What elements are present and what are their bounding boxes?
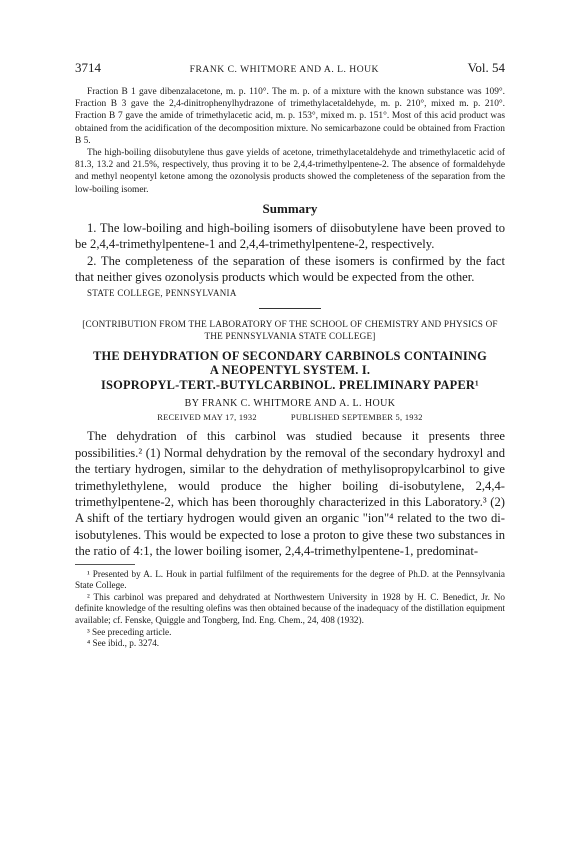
running-head (75, 60, 505, 76)
summary-item: 2. The completeness of the separation of these isomers is confirmed by the fact that neither gives ozonolysis products which would be expected from the other. (75, 253, 505, 285)
dates (75, 413, 505, 422)
section-divider (259, 308, 321, 309)
footnotes (75, 564, 505, 650)
title-line: THE DEHYDRATION OF SECONDARY CARBINOLS CONTAINING (93, 348, 487, 363)
byline: BY FRANK C. WHITMORE AND A. L. HOUK (184, 398, 396, 410)
paragraph: The high-boiling diisobutylene thus gave yields of acetone, trimethylacetaldehyde and trimethylacetic acid of 81.3, 13.2 and 21.5%, respectively, thus proving it to be 2,4,4-trimethylpentene-2. The absence of formaldehyde and methyl neopentyl ketone among the ozonolysis products showed the completeness of the separation from the low-boiling isomer. (75, 148, 505, 195)
footnote: ³ See preceding article. (87, 626, 172, 637)
volume-label: Vol. 54 (467, 60, 505, 75)
footnote: ⁴ See ibid., p. 3274. (87, 638, 160, 649)
title-line: A NEOPENTYL SYSTEM. I. (209, 363, 371, 378)
article-body (75, 428, 505, 559)
summary-heading: Summary (262, 200, 318, 216)
experimental-text (75, 86, 505, 196)
running-head-authors: FRANK C. WHITMORE AND A. L. HOUK (189, 64, 379, 75)
published-date: PUBLISHED SEPTEMBER 5, 1932 (290, 413, 423, 423)
paragraph: Fraction B 1 gave dibenzalacetone, m. p. 110°. The m. p. of a mixture with the known substance was 109°. Fraction B 3 gave the 2,4-dinitrophenylhydrazone of trimethylacetaldehyde, m. p. 210°, mixed m. p. 210°. Fraction B 7 gave the amide of trimethylacetic acid, m. p. 153°, mixed m. p. 151°. Most of this acid product was obtained from the acidification of the decomposition mixture. No semicarbazone could be obtained from Fraction B 5. (75, 87, 505, 146)
summary-item: 1. The low-boiling and high-boiling isomers of diisobutylene have been proved to be 2,4,4-trimethylpentene-1 and 2,4,4-trimethylpentene-2, respectively. (75, 220, 505, 252)
footnote: ¹ Presented by A. L. Houk in partial fulfilment of the requirements for the degree of Ph.D. at the Pennsylvania State College. (75, 568, 505, 591)
received-date: RECEIVED MAY 17, 1932 (157, 413, 257, 423)
footnote-divider (75, 564, 135, 565)
summary-list (75, 220, 505, 286)
journal-page (75, 60, 505, 650)
article-title (75, 349, 505, 393)
page-number: 3714 (75, 60, 101, 75)
affiliation: STATE COLLEGE, PENNSYLVANIA (87, 288, 237, 299)
footnote: ² This carbinol was prepared and dehydrated at Northwestern University in 1928 by H. C. Benedict, Jr. No definite knowledge of the resulting olefins was then obtained because of the inadequacy of the distillation equipment available; cf. Fenske, Quiggle and Tongberg, Ind. Eng. Chem., 24, 408 (1932). (75, 591, 505, 626)
contribution-note: [CONTRIBUTION FROM THE LABORATORY OF THE SCHOOL OF CHEMISTRY AND PHYSICS OF THE PENNSYLVANIA STATE COLLEGE] (82, 319, 498, 342)
paragraph: The dehydration of this carbinol was studied because it presents three possibilities.² (1) Normal dehydration by the removal of the secondary hydroxyl and the tertiary hydrogen, similar to the dehydration of methylisopropylcarbinol to give trimethylethylene, would produce the higher boiling di-isobutylene, 2,4,4-trimethylpentene-2, which has been thoroughly characterized in this Laboratory.³ (2) A shift of the tertiary hydrogen would given an organic "ion"⁴ related to the two di-isobutylenes. This would be expected to lose a proton to give these two substances in the ratio of 4:1, the lower boiling isomer, 2,4,4-trimethylpentene-1, predominat- (75, 429, 505, 559)
title-line: ISOPROPYL-TERT.-BUTYLCARBINOL. PRELIMINARY PAPER¹ (101, 377, 479, 392)
